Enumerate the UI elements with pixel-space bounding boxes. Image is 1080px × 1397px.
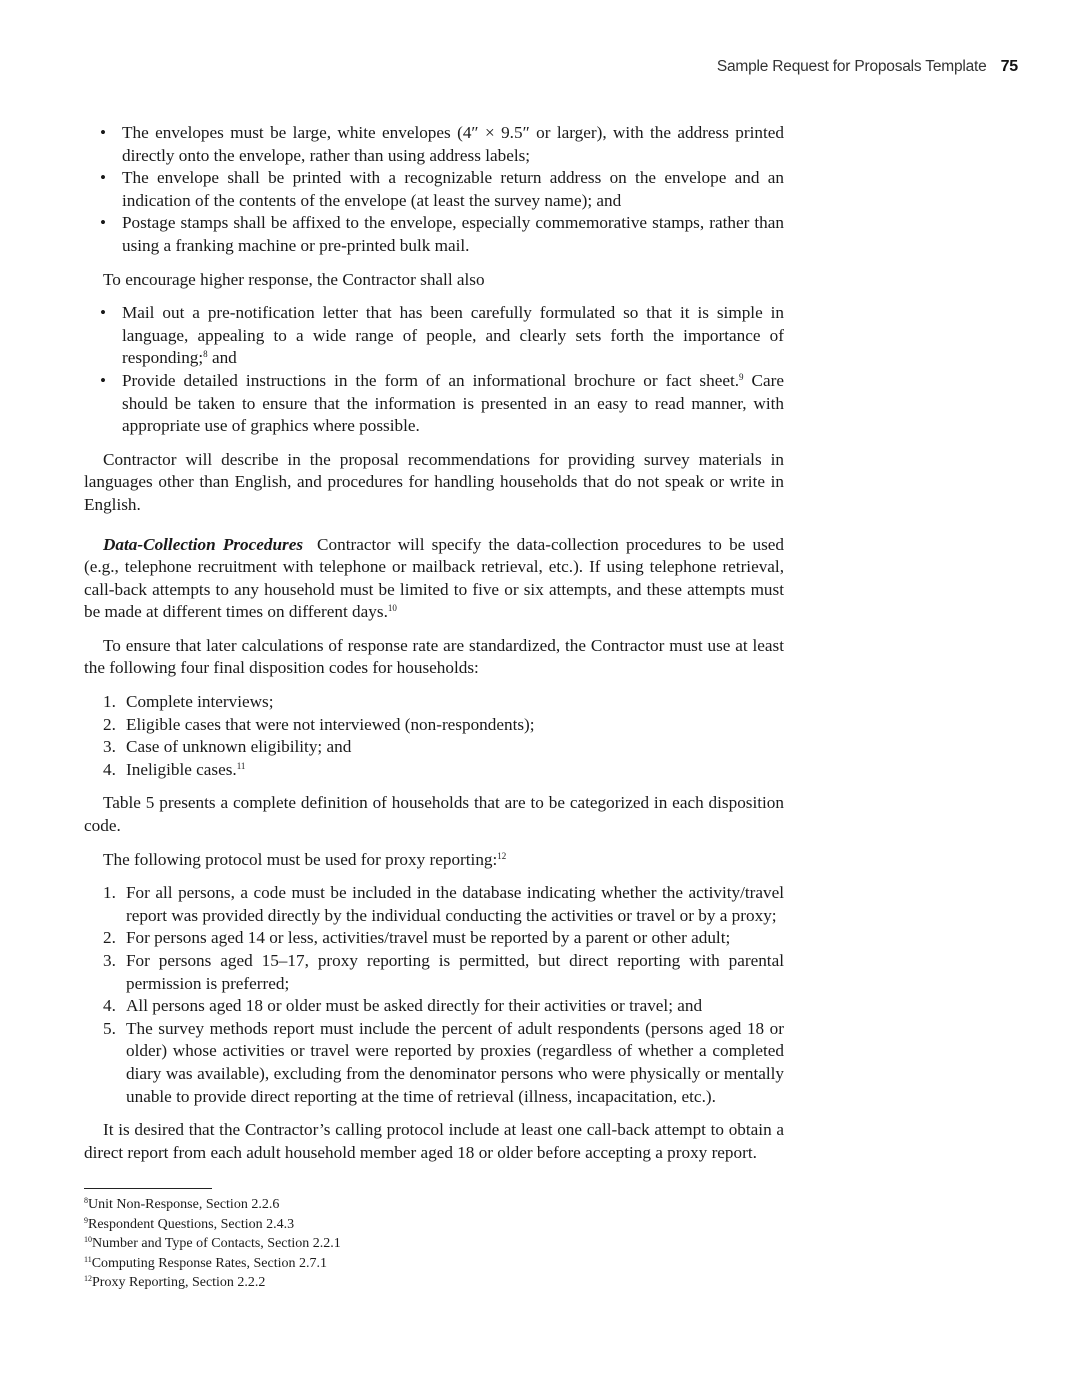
section-heading: Data-Collection Procedures	[103, 534, 304, 554]
bullet-icon: •	[100, 370, 107, 390]
bullet-icon: •	[100, 123, 107, 142]
running-title: Sample Request for Proposals Template	[716, 58, 987, 75]
footnote-ref: 12	[497, 850, 507, 861]
footnote: $^{10}$Number and Type of Contacts, Section 2.2.1	[84, 1235, 341, 1252]
footnote-ref: 10	[387, 603, 397, 614]
list-item: 4. Ineligible cases.$^{11}$	[103, 759, 246, 779]
footnote: $^{12}$Proxy Reporting, Section 2.2.2	[84, 1274, 266, 1291]
envelope-requirements-list	[84, 122, 784, 258]
paragraph-data-collection: Data-Collection Procedures Contractor will specify the data-collection procedures to be used (e.g., telephone recruitment with telephone or mailback retrieval, etc.). If using telephone retrieval, call-back attempts to any household must be limited to five or six attempts, and these attempts must be made at different times on different days.$^{10}$	[84, 534, 784, 622]
paragraph-protocol: The following protocol must be used for proxy reporting:$^{12}$	[103, 849, 507, 869]
footnote-divider	[84, 1188, 212, 1189]
list-item: 2. For persons aged 14 or less, activities/travel must be reported by a parent or other adult;	[103, 928, 731, 948]
footnote-ref: 8	[203, 349, 208, 360]
list-item: 3. Case of unknown eligibility; and	[103, 737, 352, 757]
list-item: • Mail out a pre-notification letter that has been carefully formulated so that it is simple in language, appealing to a wide range of people, and clearly sets forth the importance of responding;$^8$ and	[100, 303, 784, 368]
paragraph-languages: Contractor will describe in the proposal recommendations for providing survey materials in languages other than English, and procedures for handling households that do not speak or write in English.	[84, 449, 784, 514]
footnote: $^9$Respondent Questions, Section 2.4.3	[84, 1215, 295, 1232]
list-item: • The envelope shall be printed with a recognizable return address on the envelope and an indication of the contents of the envelope (at least the survey name); and	[100, 168, 784, 210]
list-item: • The envelopes must be large, white envelopes (4″ × 9.5″ or larger), with the address printed directly onto the envelope, rather than using address labels;	[100, 123, 784, 165]
footnote: $^{11}$Computing Response Rates, Section 2.7.1	[84, 1254, 327, 1271]
footnote-ref: 11	[236, 760, 246, 771]
list-item: 5. The survey methods report must include the percent of adult respondents (persons aged 18 or older) whose activities or travel were reported by proxies (regardless of whether a completed diary was available), excluding from the denominator persons who were physically or mentally unable to provide direct reporting at the time of retrieval (illness, incapacitation, etc.).	[103, 1018, 784, 1106]
footnote-ref: 9	[739, 371, 744, 382]
footnote: $^8$Unit Non-Response, Section 2.2.6	[84, 1196, 280, 1212]
list-item: 1. Complete interviews;	[103, 692, 274, 712]
list-item: 1. For all persons, a code must be included in the database indicating whether the activity/travel report was provided directly by the individual conducting the activities or travel or by a proxy;	[103, 883, 784, 925]
list-item: 2. Eligible cases that were not interviewed (non-respondents);	[103, 714, 535, 734]
bullet-icon: •	[100, 168, 107, 188]
page-body	[84, 122, 784, 1175]
bullet-icon: •	[100, 303, 107, 323]
paragraph-encourage: To encourage higher response, the Contractor shall also	[103, 269, 485, 289]
page-number: 75	[1000, 58, 1018, 75]
proxy-protocol-list	[84, 882, 784, 1108]
disposition-codes-list	[84, 691, 784, 781]
bullet-icon: •	[100, 213, 107, 233]
paragraph-standardized: To ensure that later calculations of response rate are standardized, the Contractor must use at least the following four final disposition codes for households:	[84, 635, 784, 678]
running-header	[600, 58, 1018, 76]
list-item: • Provide detailed instructions in the form of an informational brochure or fact sheet.$^9$ Care should be taken to ensure that the information is presented in an easy to read manner, with appropriate use of graphics where possible.	[100, 370, 785, 436]
paragraph-table5: Table 5 presents a complete definition of households that are to be categorized in each disposition code.	[84, 793, 784, 836]
paragraph-callback: It is desired that the Contractor’s calling protocol include at least one call-back attempt to obtain a direct report from each adult household member aged 18 or older before accepting a proxy report.	[84, 1120, 784, 1162]
list-item: 4. All persons aged 18 or older must be asked directly for their activities or travel; and	[103, 996, 703, 1016]
list-item: 3. For persons aged 15–17, proxy reporting is permitted, but direct reporting with parental permission is preferred;	[103, 951, 784, 993]
response-measures-list	[84, 302, 784, 438]
list-item: • Postage stamps shall be affixed to the envelope, especially commemorative stamps, rather than using a franking machine or pre-printed bulk mail.	[100, 213, 784, 255]
footnotes	[84, 1195, 584, 1293]
